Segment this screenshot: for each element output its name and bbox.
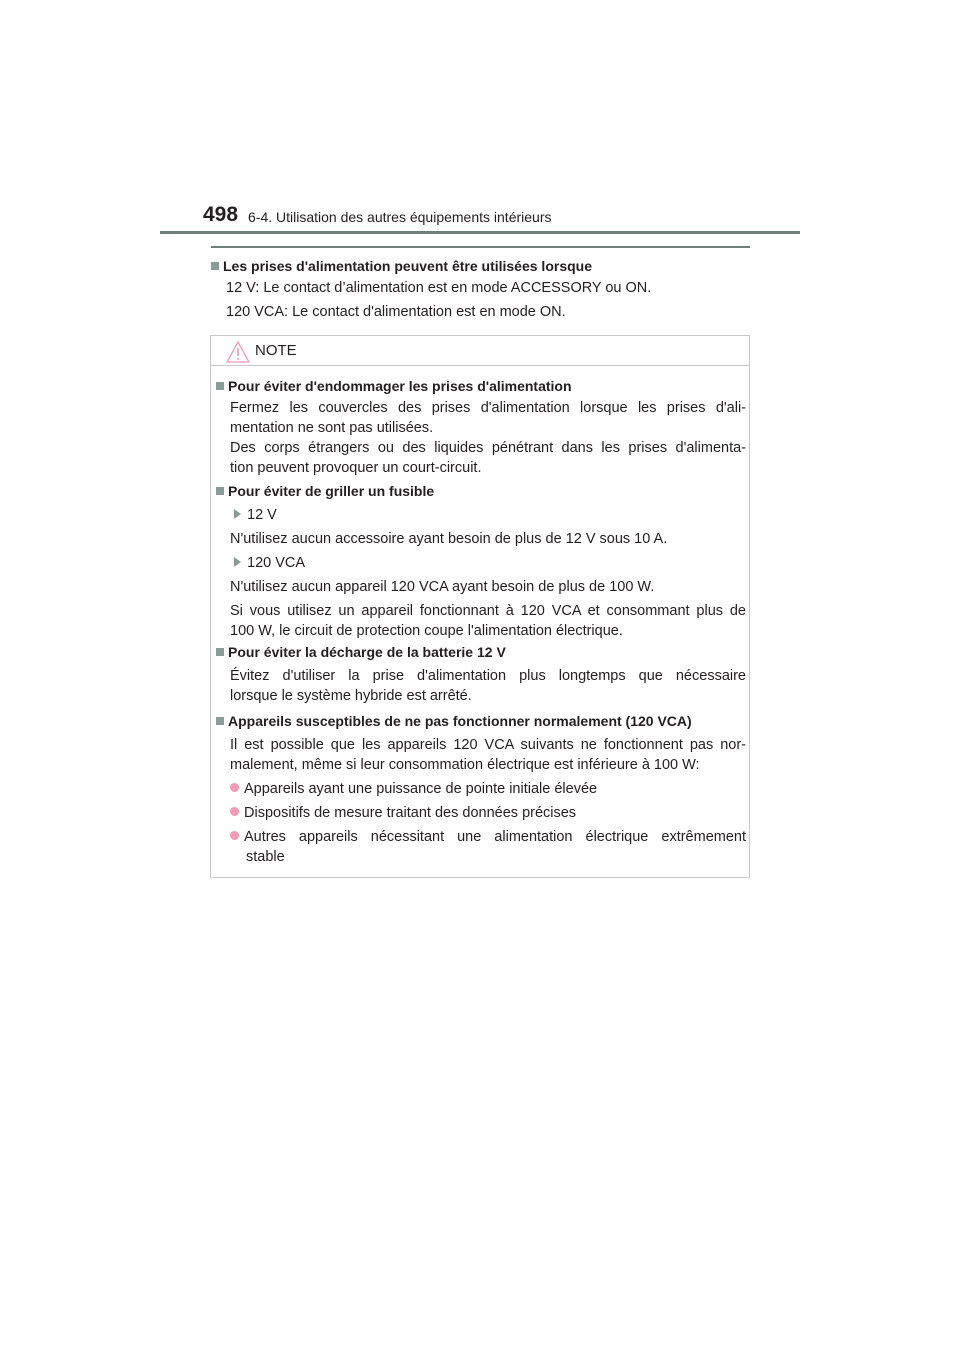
note-section-appliances [216,713,746,865]
note-label: NOTE [255,342,297,359]
intro-line-12v: 12 V: Le contact d’alimentation est en mode ACCESSORY ou ON. [226,280,652,296]
section-heading: Appareils susceptibles de ne pas fonctionner normalement (120 VCA) [216,713,744,729]
section-heading: Pour éviter de griller un fusible [216,483,744,499]
dot-bullet-icon [230,807,239,816]
list-item: Autres appareils nécessitant une alimentation électrique extrêmement [230,827,746,847]
arrow-icon [234,509,241,519]
paragraph-line: lorsque le système hybride est arrêté. [230,688,472,704]
note-section-damage [216,378,746,476]
section-title: 6-4. Utilisation des autres équipements intérieurs [248,209,552,225]
intro-line-120v: 120 VCA: Le contact d'alimentation est en mode ON. [226,304,566,320]
dot-bullet-icon [230,783,239,792]
paragraph-line: Si vous utilisez un appareil fonctionnant à 120 VCA et consommant plus de [230,603,746,619]
square-bullet-icon [211,262,219,270]
list-item: Dispositifs de mesure traitant des données précises [230,803,746,823]
paragraph-line: mentation ne sont pas utilisées. [230,420,434,436]
note-box [210,335,750,878]
paragraph-line: Évitez d'utiliser la prise d'alimentation plus longtemps que nécessaire [230,668,746,684]
note-header [211,336,749,366]
dot-bullet-icon [230,831,239,840]
sub-rule [211,246,750,248]
paragraph-line: Fermez les couvercles des prises d'alimentation lorsque les prises d'ali- [230,400,746,416]
list-item-continuation: stable [246,849,285,865]
paragraph-line: Des corps étrangers ou des liquides pénétrant dans les prises d'alimenta- [230,440,746,456]
page-number: 498 [203,203,239,226]
intro-heading: Les prises d'alimentation peuvent être utilisées lorsque [211,258,592,274]
square-bullet-icon [216,648,224,656]
paragraph-line: Il est possible que les appareils 120 VCA suivants ne fonctionnent pas nor- [230,737,746,753]
section-heading: Pour éviter la décharge de la batterie 12 V [216,644,744,660]
paragraph-line: tion peuvent provoquer un court-circuit. [230,460,482,476]
section-heading: Pour éviter d'endommager les prises d'alimentation [216,378,744,394]
sub-label-12v: 12 V [234,505,750,525]
paragraph-line: N'utilisez aucun appareil 120 VCA ayant besoin de plus de 100 W. [230,579,655,595]
square-bullet-icon [216,382,224,390]
sub-label-120v: 120 VCA [234,553,750,573]
square-bullet-icon [216,487,224,495]
header-rule [160,231,800,234]
list-item: Appareils ayant une puissance de pointe initiale élevée [230,779,746,799]
warning-triangle-icon [226,341,250,363]
paragraph-line: N'utilisez aucun accessoire ayant besoin de plus de 12 V sous 10 A. [230,531,668,547]
paragraph-line: 100 W, le circuit de protection coupe l'alimentation électrique. [230,623,623,639]
note-section-battery [216,644,746,704]
paragraph-line: malement, même si leur consommation électrique est inférieure à 100 W: [230,757,700,773]
note-section-fuse [216,483,746,639]
arrow-icon [234,557,241,567]
square-bullet-icon [216,717,224,725]
